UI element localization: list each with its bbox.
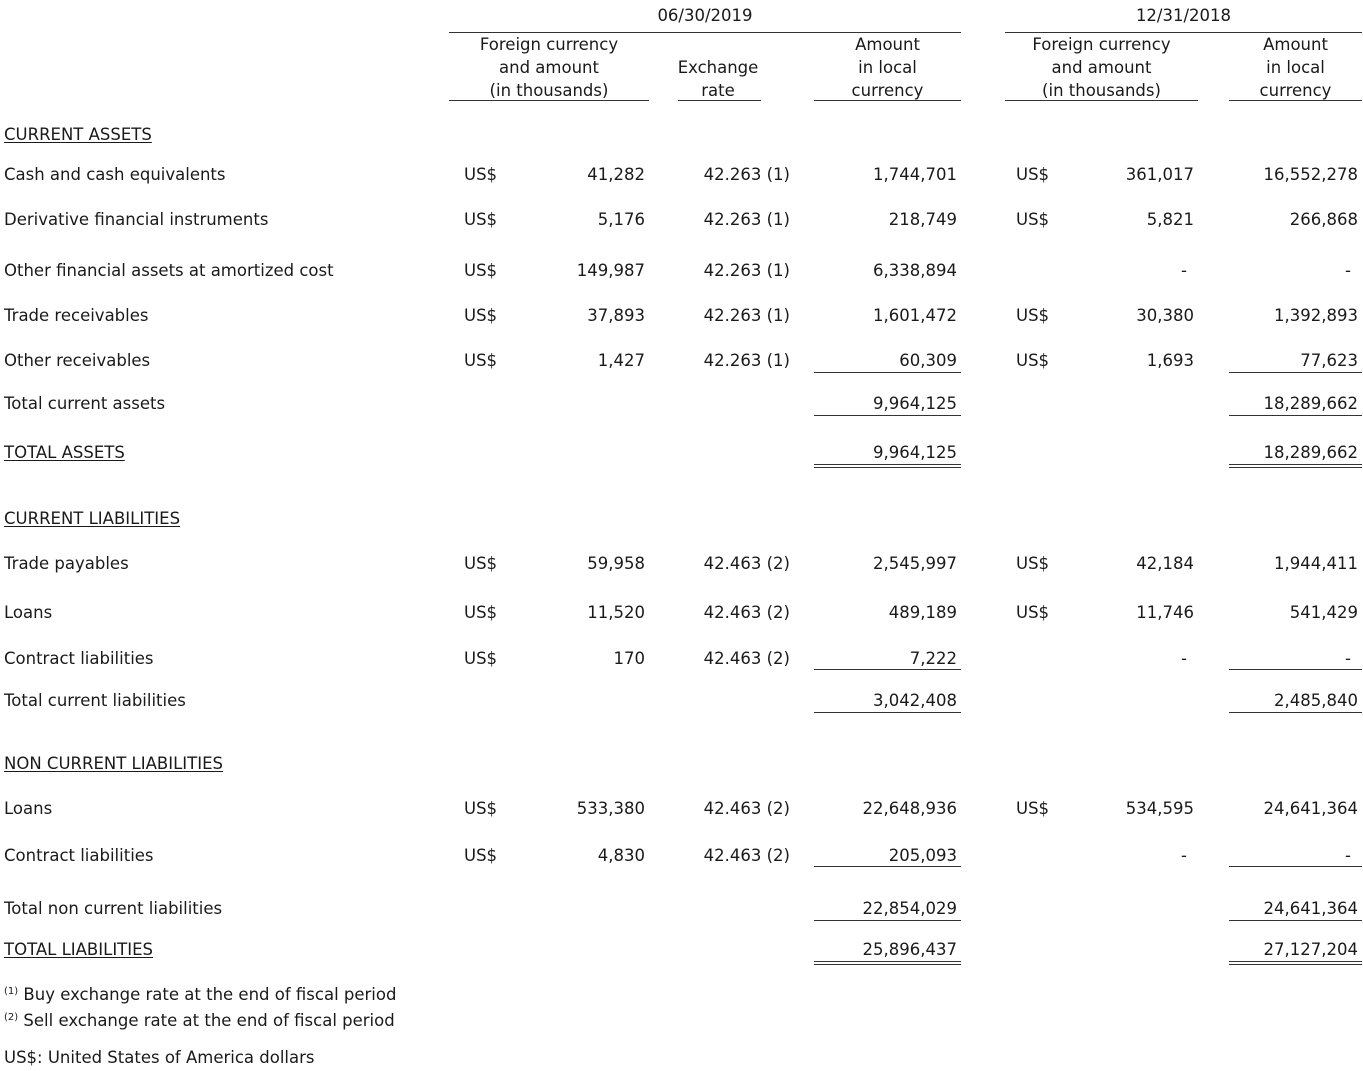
currency-footnote: US$: United States of America dollars bbox=[4, 1048, 315, 1067]
exchange-rate: 42.263 (1) bbox=[703, 165, 790, 184]
local-amount: 218,749 bbox=[888, 210, 957, 229]
currency-code: US$ bbox=[464, 554, 498, 573]
currency-code: US$ bbox=[1016, 554, 1050, 573]
row-label: Other receivables bbox=[4, 351, 151, 370]
local-amount: 18,289,662 bbox=[1263, 443, 1358, 462]
currency-code: US$ bbox=[464, 799, 498, 818]
currency-code: US$ bbox=[1016, 306, 1050, 325]
header-rule bbox=[1005, 100, 1198, 101]
local-amount: 1,944,411 bbox=[1274, 554, 1358, 573]
foreign-amount: 41,282 bbox=[587, 165, 645, 184]
row-label: Trade payables bbox=[4, 554, 129, 573]
row-label: Total current assets bbox=[4, 394, 166, 413]
subtotal-rule bbox=[814, 920, 961, 921]
currency-code: US$ bbox=[464, 846, 498, 865]
foreign-amount: 11,520 bbox=[587, 603, 645, 622]
local-amount: 489,189 bbox=[888, 603, 957, 622]
total-double-rule bbox=[814, 467, 961, 468]
subtotal-rule bbox=[814, 415, 961, 416]
total-double-rule bbox=[814, 961, 961, 962]
currency-code: US$ bbox=[464, 603, 498, 622]
col-header-local-amount-2018: Amount in local currency bbox=[1259, 35, 1332, 100]
row-label: Contract liabilities bbox=[4, 846, 154, 865]
row-label: Loans bbox=[4, 603, 53, 622]
foreign-amount: - bbox=[1181, 846, 1187, 865]
period-header-2018: 12/31/2018 bbox=[1135, 6, 1232, 25]
col-header-foreign-currency: Foreign currency and amount (in thousands) bbox=[479, 35, 619, 100]
exchange-rate: 42.463 (2) bbox=[703, 846, 790, 865]
row-label: Derivative financial instruments bbox=[4, 210, 269, 229]
foreign-amount: 534,595 bbox=[1125, 799, 1194, 818]
foreign-amount: 5,176 bbox=[597, 210, 645, 229]
subtotal-rule bbox=[1229, 712, 1362, 713]
local-amount: 24,641,364 bbox=[1263, 899, 1358, 918]
currency-code: US$ bbox=[1016, 210, 1050, 229]
local-amount: 24,641,364 bbox=[1263, 799, 1358, 818]
currency-code: US$ bbox=[1016, 351, 1050, 370]
row-label: Contract liabilities bbox=[4, 649, 154, 668]
total-double-rule bbox=[1229, 464, 1362, 465]
local-amount: 27,127,204 bbox=[1263, 940, 1358, 959]
header-rule bbox=[449, 100, 649, 101]
foreign-amount: 4,830 bbox=[597, 846, 645, 865]
local-amount: 3,042,408 bbox=[873, 691, 957, 710]
currency-code: US$ bbox=[464, 649, 498, 668]
section-total-assets: TOTAL ASSETS bbox=[4, 443, 125, 462]
foreign-amount: 1,427 bbox=[597, 351, 645, 370]
foreign-amount: 59,958 bbox=[587, 554, 645, 573]
row-label: Trade receivables bbox=[4, 306, 149, 325]
exchange-rate: 42.263 (1) bbox=[703, 351, 790, 370]
exchange-rate: 42.463 (2) bbox=[703, 554, 790, 573]
local-amount: - bbox=[1345, 846, 1351, 865]
subtotal-rule bbox=[814, 372, 961, 373]
local-amount: 77,623 bbox=[1300, 351, 1358, 370]
currency-code: US$ bbox=[1016, 799, 1050, 818]
foreign-amount: 11,746 bbox=[1136, 603, 1194, 622]
exchange-rate: 42.463 (2) bbox=[703, 603, 790, 622]
foreign-amount: 42,184 bbox=[1136, 554, 1194, 573]
foreign-amount: 149,987 bbox=[576, 261, 645, 280]
section-current-assets: CURRENT ASSETS bbox=[4, 125, 152, 144]
foreign-amount: 170 bbox=[613, 649, 645, 668]
row-label: Other financial assets at amortized cost bbox=[4, 261, 334, 280]
row-label: Cash and cash equivalents bbox=[4, 165, 226, 184]
section-current-liabilities: CURRENT LIABILITIES bbox=[4, 509, 181, 528]
currency-code: US$ bbox=[464, 261, 498, 280]
local-amount: 9,964,125 bbox=[873, 394, 957, 413]
local-amount: - bbox=[1345, 261, 1351, 280]
section-non-current-liabilities: NON CURRENT LIABILITIES bbox=[4, 754, 223, 773]
subtotal-rule bbox=[814, 669, 961, 670]
local-amount: 2,485,840 bbox=[1274, 691, 1358, 710]
foreign-amount: 533,380 bbox=[576, 799, 645, 818]
local-amount: 541,429 bbox=[1289, 603, 1358, 622]
local-amount: 1,392,893 bbox=[1274, 306, 1358, 325]
local-amount: 1,601,472 bbox=[873, 306, 957, 325]
subtotal-rule bbox=[1229, 669, 1362, 670]
foreign-amount: 1,693 bbox=[1146, 351, 1194, 370]
total-double-rule bbox=[814, 964, 961, 965]
subtotal-rule bbox=[1229, 372, 1362, 373]
local-amount: 18,289,662 bbox=[1263, 394, 1358, 413]
header-rule bbox=[814, 100, 961, 101]
col-header-local-amount: Amount in local currency bbox=[851, 35, 924, 100]
total-double-rule bbox=[1229, 961, 1362, 962]
local-amount: 205,093 bbox=[888, 846, 957, 865]
local-amount: 60,309 bbox=[899, 351, 957, 370]
foreign-amount: 37,893 bbox=[587, 306, 645, 325]
row-label: Total non current liabilities bbox=[4, 899, 223, 918]
local-amount: 1,744,701 bbox=[873, 165, 957, 184]
exchange-rate: 42.463 (2) bbox=[703, 799, 790, 818]
currency-code: US$ bbox=[464, 351, 498, 370]
period-header-2019: 06/30/2019 bbox=[657, 6, 753, 25]
local-amount: 6,338,894 bbox=[873, 261, 957, 280]
row-label: Total current liabilities bbox=[4, 691, 186, 710]
foreign-amount: - bbox=[1181, 261, 1187, 280]
total-double-rule bbox=[1229, 467, 1362, 468]
section-total-liabilities: TOTAL LIABILITIES bbox=[4, 940, 154, 959]
currency-code: US$ bbox=[1016, 165, 1050, 184]
local-amount: 9,964,125 bbox=[873, 443, 957, 462]
col-header-foreign-currency-2018: Foreign currency and amount (in thousands) bbox=[1032, 35, 1171, 100]
footnote-2: $^{(2)}$ Sell exchange rate at the end of fiscal period bbox=[4, 1011, 395, 1030]
col-header-exchange-rate: Exchange rate bbox=[677, 58, 759, 100]
currency-code: US$ bbox=[1016, 603, 1050, 622]
local-amount: 266,868 bbox=[1289, 210, 1358, 229]
local-amount: - bbox=[1345, 649, 1351, 668]
local-amount: 2,545,997 bbox=[873, 554, 957, 573]
total-double-rule bbox=[1229, 964, 1362, 965]
total-double-rule bbox=[814, 464, 961, 465]
exchange-rate: 42.263 (1) bbox=[703, 261, 790, 280]
exchange-rate: 42.463 (2) bbox=[703, 649, 790, 668]
footnote-1: $^{(1)}$ Buy exchange rate at the end of fiscal period bbox=[4, 985, 397, 1004]
currency-code: US$ bbox=[464, 165, 498, 184]
exchange-rate: 42.263 (1) bbox=[703, 210, 790, 229]
subtotal-rule bbox=[814, 712, 961, 713]
foreign-amount: 361,017 bbox=[1125, 165, 1194, 184]
foreign-amount: 30,380 bbox=[1136, 306, 1194, 325]
currency-code: US$ bbox=[464, 306, 498, 325]
row-label: Loans bbox=[4, 799, 53, 818]
header-rule bbox=[1229, 100, 1362, 101]
subtotal-rule bbox=[1229, 415, 1362, 416]
subtotal-rule bbox=[814, 866, 961, 867]
foreign-amount: 5,821 bbox=[1146, 210, 1194, 229]
exchange-rate: 42.263 (1) bbox=[703, 306, 790, 325]
foreign-amount: - bbox=[1181, 649, 1187, 668]
local-amount: 22,648,936 bbox=[862, 799, 957, 818]
currency-code: US$ bbox=[464, 210, 498, 229]
local-amount: 22,854,029 bbox=[862, 899, 957, 918]
header-rule bbox=[678, 100, 761, 101]
local-amount: 16,552,278 bbox=[1263, 165, 1358, 184]
subtotal-rule bbox=[1229, 920, 1362, 921]
local-amount: 25,896,437 bbox=[862, 940, 957, 959]
local-amount: 7,222 bbox=[909, 649, 957, 668]
subtotal-rule bbox=[1229, 866, 1362, 867]
